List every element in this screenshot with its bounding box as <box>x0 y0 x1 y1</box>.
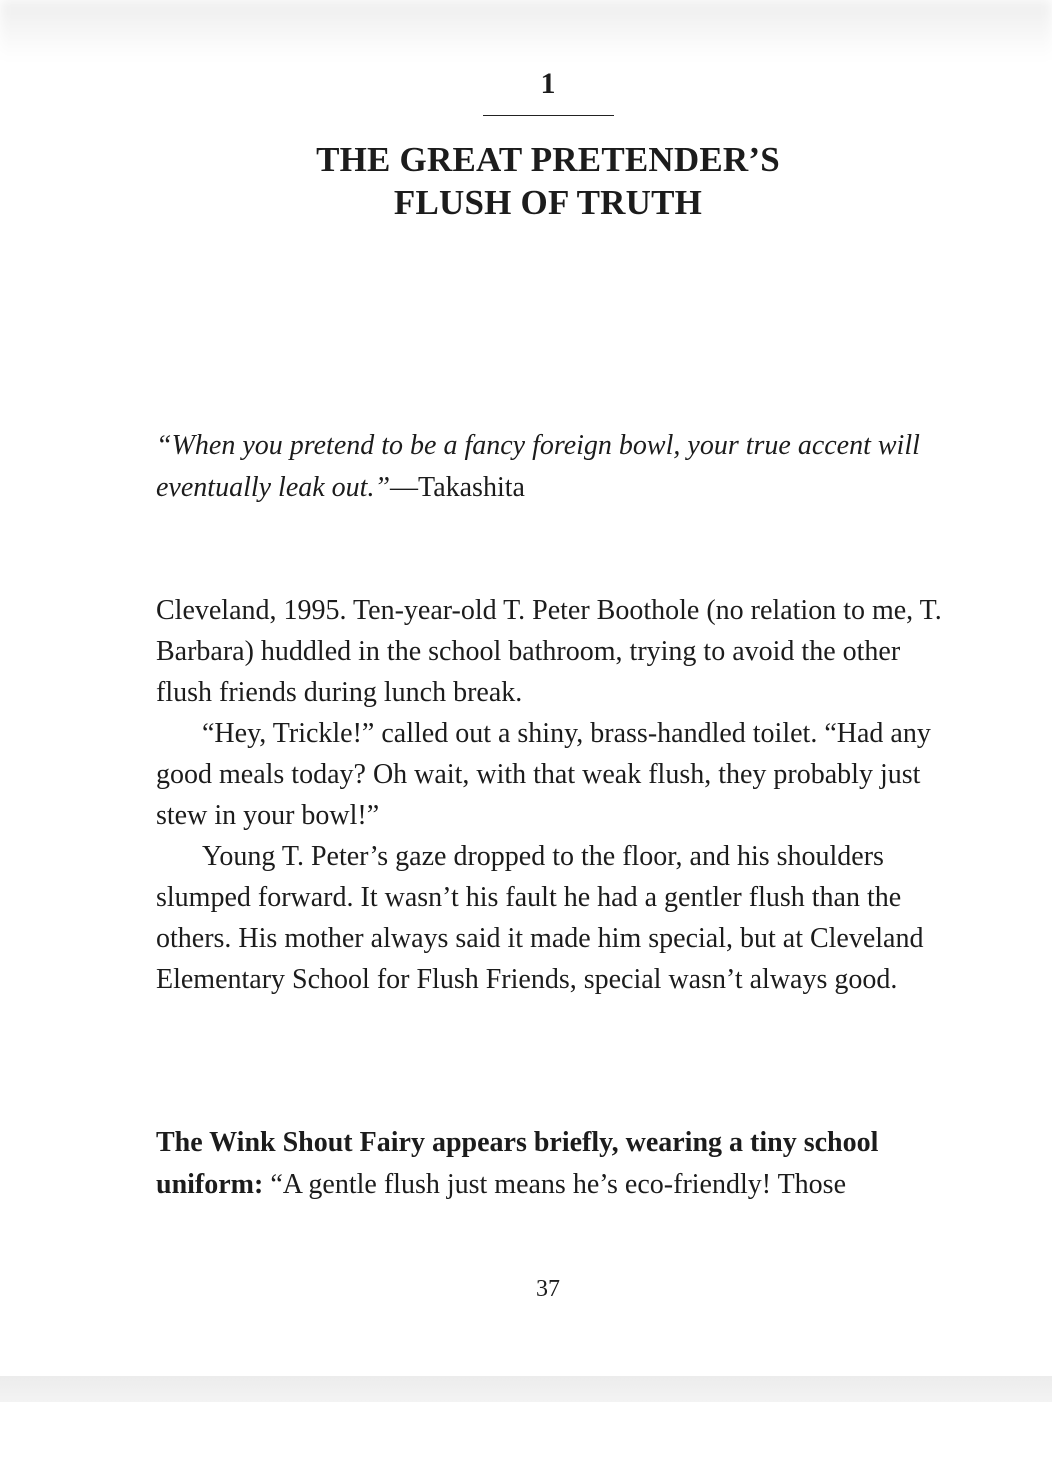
chapter-title <box>0 138 1052 224</box>
paragraph-3: Young T. Peter’s gaze dropped to the floor, and his shoulders slumped forward. It wasn’t his fault he had a gentler flush than the others. His mother always said it made him special, but at Cleveland Elementary School for Flush Friends, special wasn’t always good. <box>156 841 924 995</box>
epigraph <box>156 425 946 509</box>
paragraph-2: “Hey, Trickle!” called out a shiny, brass-handled toilet. “Had any good meals today? Oh wait, with that weak flush, they probably just stew in your bowl!” <box>156 718 931 831</box>
fairy-note-text: “A gentle flush just means he’s eco-friendly! Those <box>263 1169 846 1200</box>
chapter-divider <box>483 115 614 116</box>
next-page-edge <box>0 1402 1052 1476</box>
page-number: 37 <box>536 1276 560 1302</box>
epigraph-quote: “When you pretend to be a fancy foreign bowl, your true accent will eventually leak out.” <box>156 430 920 503</box>
paragraph-1: Cleveland, 1995. Ten-year-old T. Peter Boothole (no relation to me, T. Barbara) huddled in the school bathroom, trying to avoid the other flush friends during lunch break. <box>156 595 942 708</box>
chapter-title-line-2: FLUSH OF TRUTH <box>393 183 703 222</box>
body-text <box>156 590 946 1000</box>
fairy-note-lead: The Wink Shout Fairy appears briefly, wearing a tiny school uniform: <box>156 1127 879 1200</box>
chapter-title-line-1: THE GREAT PRETENDER’S <box>316 140 780 179</box>
epigraph-attribution: —Takashita <box>390 472 525 503</box>
chapter-number: 1 <box>540 67 556 100</box>
page-top-shadow <box>0 0 1052 60</box>
fairy-note <box>156 1122 946 1206</box>
page-gap <box>0 1376 1052 1402</box>
